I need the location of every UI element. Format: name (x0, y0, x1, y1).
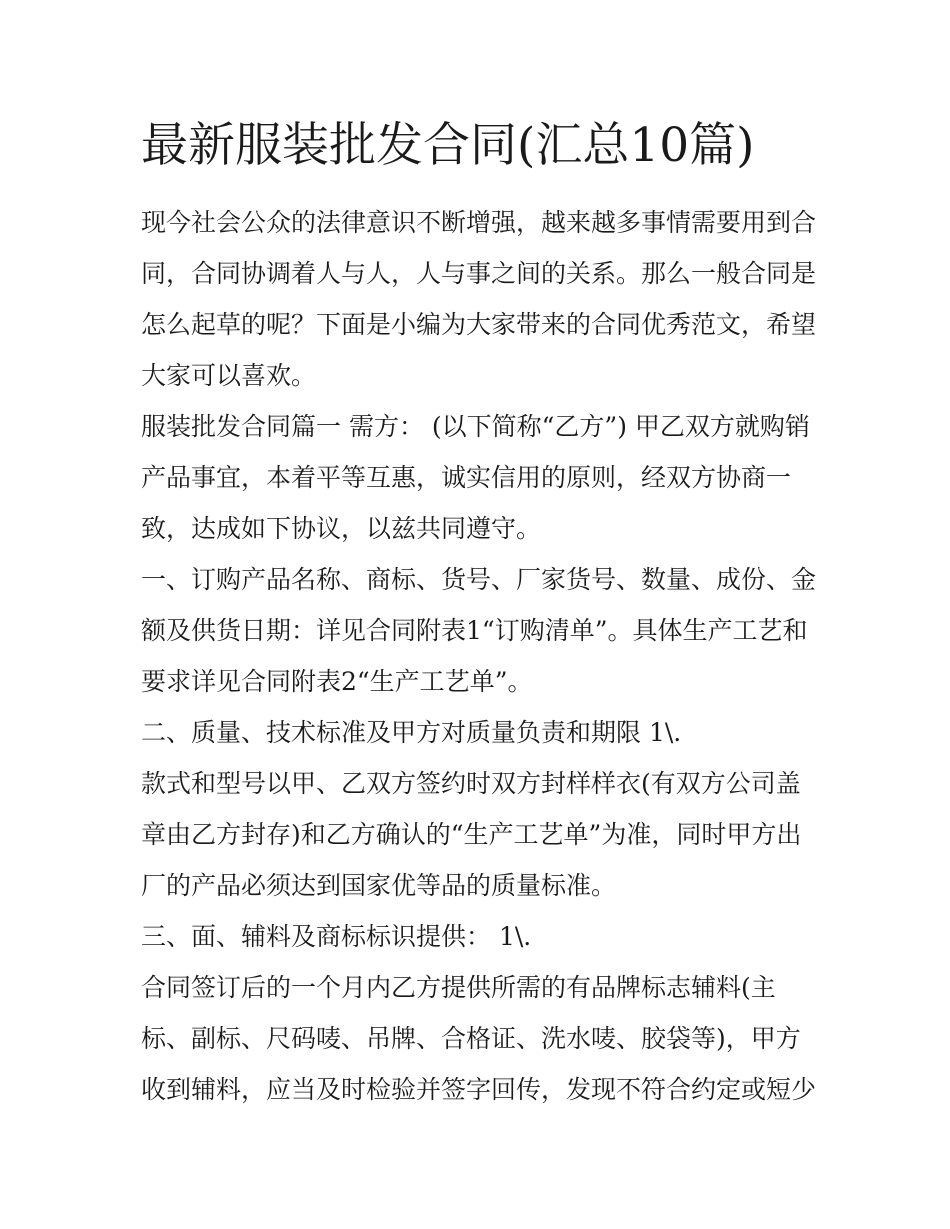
text-line: 章由乙方封存)和乙方确认的“生产工艺单”为准，同时甲方出 (141, 820, 802, 849)
text-line: 产品事宜，本着平等互惠，诚实信用的原则，经双方协商一 (141, 463, 792, 492)
document-title: 最新服装批发合同(汇总10篇) (141, 118, 755, 173)
text-line: 服装批发合同篇一 需方： (以下简称“乙方”) 甲乙双方就购销 (141, 412, 810, 441)
text-line: 厂的产品必须达到国家优等品的质量标准。 (141, 871, 617, 900)
text-line: 标、副标、尺码唛、吊牌、合格证、洗水唛、胶袋等)，甲方 (141, 1024, 801, 1053)
text-line: 怎么起草的呢？下面是小编为大家带来的合同优秀范文，希望 (141, 310, 817, 339)
text-line: 同，合同协调着人与人，人与事之间的关系。那么一般合同是 (141, 259, 817, 288)
text-line: 二、质量、技术标准及甲方对质量负责和期限 1\. (141, 718, 682, 747)
text-line: 额及供货日期：详见合同附表1“订购清单”。具体生产工艺和 (141, 616, 808, 645)
text-line: 现今社会公众的法律意识不断增强，越来越多事情需要用到合 (141, 208, 817, 237)
text-line: 三、面、辅料及商标标识提供： 1\. (141, 922, 532, 951)
text-line: 要求详见合同附表2“生产工艺单”。 (141, 667, 533, 696)
text-line: 款式和型号以甲、乙双方签约时双方封样样衣(有双方公司盖 (141, 769, 801, 798)
text-line: 致，达成如下协议，以兹共同遵守。 (141, 514, 542, 543)
text-line: 收到辅料，应当及时检验并签字回传，发现不符合约定或短少 (141, 1075, 817, 1104)
text-line: 一、订购产品名称、商标、货号、厂家货号、数量、成份、金 (141, 565, 817, 594)
document-body (141, 197, 821, 1115)
text-line: 合同签订后的一个月内乙方提供所需的有品牌标志辅料(主 (141, 973, 776, 1002)
text-line: 大家可以喜欢。 (141, 361, 317, 390)
